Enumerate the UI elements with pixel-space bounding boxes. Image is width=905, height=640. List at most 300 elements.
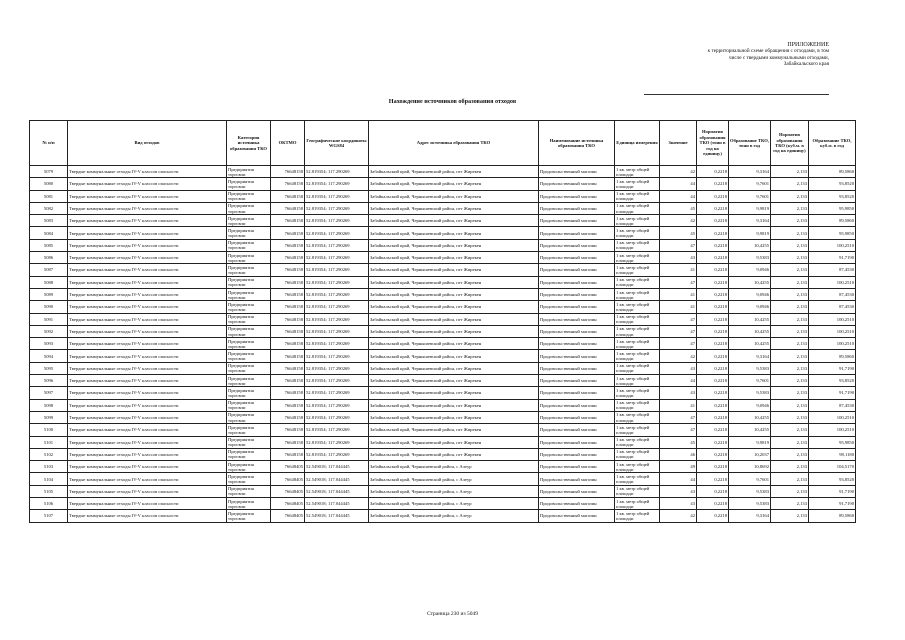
cell-norm-cubic: 2,133 [771, 448, 809, 460]
table-row [30, 498, 856, 510]
sources-table [29, 120, 856, 523]
cell-source-name: Продовольственный магазин [539, 448, 615, 460]
appendix-note [629, 42, 829, 68]
cell-formation-tons: 9,7601 [729, 473, 771, 485]
cell-oktmo: 76648158 [271, 350, 305, 362]
cell-coordinates: 52.819354; 117.290269 [305, 448, 369, 460]
cell-address: Забайкальский край, Чернышевский район, пгт Жирекен [369, 178, 539, 190]
cell-value: 47 [660, 338, 697, 350]
cell-waste-type: Твердые коммунальные отходы IV-V классов опасности [68, 424, 227, 436]
cell-norm-cubic: 2,133 [771, 510, 809, 522]
cell-address: Забайкальский край, Чернышевский район, пгт Жирекен [369, 276, 539, 288]
cell-norm-tons: 0,2218 [697, 510, 729, 522]
cell-category: Предприятия торговли [227, 276, 271, 288]
appendix-line: Забайкальского края [783, 61, 829, 68]
cell-value: 47 [660, 239, 697, 251]
cell-norm-cubic: 2,133 [771, 215, 809, 227]
cell-formation-cubic: 87,4530 [809, 264, 856, 276]
cell-source-name: Продовольственный магазин [539, 239, 615, 251]
cell-coordinates: 52.819354; 117.290269 [305, 264, 369, 276]
cell-address: Забайкальский край, Чернышевский район, пгт Жирекен [369, 387, 539, 399]
cell-oktmo: 76648405 [271, 485, 305, 497]
cell-value: 43 [660, 498, 697, 510]
cell-address: Забайкальский край, Чернышевский район, пгт Жирекен [369, 424, 539, 436]
cell-formation-cubic: 95,9850 [809, 227, 856, 239]
cell-norm-tons: 0,2218 [697, 411, 729, 423]
cell-coordinates: 52.819354; 117.290269 [305, 239, 369, 251]
table-row [30, 461, 856, 473]
col-header-category: Категория источника образования ТКО [227, 121, 271, 166]
cell-coordinates: 52.819354; 117.290269 [305, 202, 369, 214]
cell-category: Предприятия торговли [227, 399, 271, 411]
cell-address: Забайкальский край, Чернышевский район, с Алеур [369, 473, 539, 485]
cell-oktmo: 76648158 [271, 411, 305, 423]
table-row [30, 424, 856, 436]
cell-norm-tons: 0,2218 [697, 264, 729, 276]
cell-norm-cubic: 2,133 [771, 461, 809, 473]
table-row [30, 190, 856, 202]
cell-address: Забайкальский край, Чернышевский район, пгт Жирекен [369, 239, 539, 251]
cell-formation-tons: 9,5383 [729, 498, 771, 510]
cell-formation-cubic: 95,9850 [809, 202, 856, 214]
col-header-unit: Единица измерения [615, 121, 660, 166]
cell-value: 44 [660, 190, 697, 202]
cell-waste-type: Твердые коммунальные отходы IV-V классов опасности [68, 313, 227, 325]
cell-source-name: Продовольственный магазин [539, 264, 615, 276]
cell-formation-cubic: 89,5860 [809, 510, 856, 522]
cell-address: Забайкальский край, Чернышевский район, пгт Жирекен [369, 362, 539, 374]
cell-waste-type: Твердые коммунальные отходы IV-V классов опасности [68, 178, 227, 190]
cell-source-name: Продовольственный магазин [539, 362, 615, 374]
cell-category: Предприятия торговли [227, 264, 271, 276]
cell-category: Предприятия торговли [227, 227, 271, 239]
cell-formation-tons: 10,4255 [729, 338, 771, 350]
cell-category: Предприятия торговли [227, 473, 271, 485]
cell-category: Предприятия торговли [227, 485, 271, 497]
cell-address: Забайкальский край, Чернышевский район, пгт Жирекен [369, 350, 539, 362]
cell-formation-tons: 10,4255 [729, 313, 771, 325]
cell-formation-tons: 10,4255 [729, 411, 771, 423]
cell-waste-type: Твердые коммунальные отходы IV-V классов опасности [68, 510, 227, 522]
table-row [30, 362, 856, 374]
cell-formation-cubic: 100,2510 [809, 313, 856, 325]
cell-oktmo: 76648158 [271, 424, 305, 436]
cell-source-name: Продовольственный магазин [539, 411, 615, 423]
cell-norm-cubic: 2,133 [771, 325, 809, 337]
cell-address: Забайкальский край, Чернышевский район, пгт Жирекен [369, 411, 539, 423]
cell-category: Предприятия торговли [227, 325, 271, 337]
cell-oktmo: 76648158 [271, 178, 305, 190]
col-header-value: Значение [660, 121, 697, 166]
cell-formation-cubic: 91,7190 [809, 485, 856, 497]
cell-address: Забайкальский край, Чернышевский район, пгт Жирекен [369, 436, 539, 448]
col-header-waste-type: Вид отходов [68, 121, 227, 166]
table-row [30, 239, 856, 251]
cell-unit: 1 кв. метр общей площади [615, 301, 660, 313]
cell-number: 5105 [30, 485, 68, 497]
cell-norm-cubic: 2,133 [771, 338, 809, 350]
cell-waste-type: Твердые коммунальные отходы IV-V классов опасности [68, 338, 227, 350]
cell-formation-cubic: 91,7190 [809, 362, 856, 374]
cell-address: Забайкальский край, Чернышевский район, пгт Жирекен [369, 399, 539, 411]
col-header-formation-cubic: Образование ТКО, куб.м. в год [809, 121, 856, 166]
cell-category: Предприятия торговли [227, 215, 271, 227]
cell-unit: 1 кв. метр общей площади [615, 276, 660, 288]
cell-address: Забайкальский край, Чернышевский район, пгт Жирекен [369, 448, 539, 460]
cell-formation-tons: 9,3164 [729, 215, 771, 227]
cell-value: 44 [660, 473, 697, 485]
table-row [30, 301, 856, 313]
cell-value: 43 [660, 387, 697, 399]
cell-value: 47 [660, 276, 697, 288]
cell-formation-tons: 9,0946 [729, 399, 771, 411]
cell-formation-tons: 10,2037 [729, 448, 771, 460]
cell-formation-tons: 9,7601 [729, 178, 771, 190]
cell-number: 5097 [30, 387, 68, 399]
cell-formation-tons: 9,0946 [729, 264, 771, 276]
table-row [30, 264, 856, 276]
cell-address: Забайкальский край, Чернышевский район, пгт Жирекен [369, 325, 539, 337]
cell-coordinates: 52.549018; 117.044445 [305, 510, 369, 522]
cell-oktmo: 76648158 [271, 313, 305, 325]
table-row [30, 215, 856, 227]
cell-oktmo: 76648158 [271, 190, 305, 202]
cell-oktmo: 76648405 [271, 510, 305, 522]
cell-norm-cubic: 2,133 [771, 411, 809, 423]
cell-source-name: Продовольственный магазин [539, 325, 615, 337]
cell-formation-cubic: 91,7190 [809, 387, 856, 399]
cell-formation-tons: 9,5383 [729, 362, 771, 374]
cell-unit: 1 кв. метр общей площади [615, 178, 660, 190]
cell-formation-cubic: 89,5860 [809, 350, 856, 362]
cell-unit: 1 кв. метр общей площади [615, 252, 660, 264]
cell-norm-cubic: 2,133 [771, 375, 809, 387]
cell-unit: 1 кв. метр общей площади [615, 424, 660, 436]
cell-formation-cubic: 95,9850 [809, 436, 856, 448]
cell-number: 5098 [30, 399, 68, 411]
cell-norm-tons: 0,2218 [697, 461, 729, 473]
cell-formation-cubic: 91,7190 [809, 498, 856, 510]
cell-formation-tons: 10,4255 [729, 276, 771, 288]
cell-value: 41 [660, 288, 697, 300]
cell-category: Предприятия торговли [227, 350, 271, 362]
cell-unit: 1 кв. метр общей площади [615, 190, 660, 202]
cell-norm-cubic: 2,133 [771, 424, 809, 436]
cell-norm-cubic: 2,133 [771, 362, 809, 374]
cell-address: Забайкальский край, Чернышевский район, с Алеур [369, 498, 539, 510]
cell-unit: 1 кв. метр общей площади [615, 510, 660, 522]
cell-value: 43 [660, 252, 697, 264]
cell-category: Предприятия торговли [227, 288, 271, 300]
cell-norm-cubic: 2,133 [771, 276, 809, 288]
cell-formation-cubic: 89,5860 [809, 166, 856, 178]
cell-waste-type: Твердые коммунальные отходы IV-V классов опасности [68, 166, 227, 178]
cell-value: 46 [660, 448, 697, 460]
cell-waste-type: Твердые коммунальные отходы IV-V классов опасности [68, 448, 227, 460]
cell-formation-tons: 10,4255 [729, 325, 771, 337]
cell-formation-tons: 9,0946 [729, 301, 771, 313]
cell-number: 5079 [30, 166, 68, 178]
table-header-row [30, 121, 856, 166]
cell-formation-tons: 10,4255 [729, 424, 771, 436]
cell-source-name: Продовольственный магазин [539, 215, 615, 227]
cell-oktmo: 76648158 [271, 215, 305, 227]
cell-address: Забайкальский край, Чернышевский район, с Алеур [369, 510, 539, 522]
cell-coordinates: 52.549018; 117.044445 [305, 498, 369, 510]
cell-address: Забайкальский край, Чернышевский район, пгт Жирекен [369, 252, 539, 264]
cell-unit: 1 кв. метр общей площади [615, 387, 660, 399]
table-row [30, 510, 856, 522]
cell-norm-tons: 0,2218 [697, 190, 729, 202]
cell-norm-cubic: 2,133 [771, 498, 809, 510]
cell-norm-tons: 0,2218 [697, 202, 729, 214]
cell-address: Забайкальский край, Чернышевский район, пгт Жирекен [369, 301, 539, 313]
cell-formation-tons: 9,9819 [729, 227, 771, 239]
document-title: Нахождение источников образования отходов [388, 98, 517, 105]
cell-formation-tons: 9,5383 [729, 387, 771, 399]
appendix-line: ПРИЛОЖЕНИЕ [787, 42, 829, 48]
cell-source-name: Продовольственный магазин [539, 190, 615, 202]
cell-category: Предприятия торговли [227, 387, 271, 399]
cell-category: Предприятия торговли [227, 362, 271, 374]
col-header-formation-tons: Образование ТКО, тонн в год [729, 121, 771, 166]
cell-waste-type: Твердые коммунальные отходы IV-V классов опасности [68, 498, 227, 510]
cell-formation-tons: 9,3164 [729, 510, 771, 522]
cell-source-name: Продовольственный магазин [539, 461, 615, 473]
cell-formation-tons: 10,4255 [729, 239, 771, 251]
table-body [30, 166, 856, 523]
cell-value: 43 [660, 362, 697, 374]
cell-unit: 1 кв. метр общей площади [615, 215, 660, 227]
cell-coordinates: 52.549018; 117.044445 [305, 473, 369, 485]
table-row [30, 227, 856, 239]
col-header-norm-cubic: Норматив образования ТКО (куб.м. в год на единицу) [771, 121, 809, 166]
cell-norm-tons: 0,2218 [697, 485, 729, 497]
cell-address: Забайкальский край, Чернышевский район, пгт Жирекен [369, 375, 539, 387]
table-row [30, 448, 856, 460]
cell-number: 5092 [30, 325, 68, 337]
table-row [30, 276, 856, 288]
cell-formation-cubic: 87,4530 [809, 399, 856, 411]
cell-coordinates: 52.819354; 117.290269 [305, 436, 369, 448]
cell-value: 41 [660, 301, 697, 313]
cell-norm-tons: 0,2218 [697, 227, 729, 239]
table-row [30, 485, 856, 497]
cell-oktmo: 76648158 [271, 301, 305, 313]
cell-value: 41 [660, 399, 697, 411]
cell-oktmo: 76648158 [271, 239, 305, 251]
table-row [30, 288, 856, 300]
cell-source-name: Продовольственный магазин [539, 436, 615, 448]
cell-formation-cubic: 87,4530 [809, 288, 856, 300]
col-header-coordinates: Географические координаты WGS84 [305, 121, 369, 166]
col-header-oktmo: ОКТМО [271, 121, 305, 166]
cell-oktmo: 76648158 [271, 325, 305, 337]
cell-unit: 1 кв. метр общей площади [615, 436, 660, 448]
cell-source-name: Продовольственный магазин [539, 473, 615, 485]
cell-category: Предприятия торговли [227, 448, 271, 460]
cell-number: 5085 [30, 239, 68, 251]
cell-unit: 1 кв. метр общей площади [615, 264, 660, 276]
cell-norm-tons: 0,2218 [697, 166, 729, 178]
cell-coordinates: 52.819354; 117.290269 [305, 362, 369, 374]
cell-formation-tons: 9,9819 [729, 436, 771, 448]
cell-coordinates: 52.819354; 117.290269 [305, 387, 369, 399]
cell-address: Забайкальский край, Чернышевский район, пгт Жирекен [369, 313, 539, 325]
cell-value: 45 [660, 227, 697, 239]
cell-category: Предприятия торговли [227, 239, 271, 251]
cell-oktmo: 76648158 [271, 202, 305, 214]
table-row [30, 350, 856, 362]
cell-number: 5103 [30, 461, 68, 473]
cell-formation-tons: 9,5383 [729, 485, 771, 497]
cell-unit: 1 кв. метр общей площади [615, 485, 660, 497]
cell-norm-cubic: 2,133 [771, 178, 809, 190]
cell-category: Предприятия торговли [227, 202, 271, 214]
cell-coordinates: 52.819354; 117.290269 [305, 215, 369, 227]
cell-norm-cubic: 2,133 [771, 166, 809, 178]
cell-waste-type: Твердые коммунальные отходы IV-V классов опасности [68, 276, 227, 288]
appendix-line: числе с твердыми коммунальными отходами, [728, 54, 829, 61]
cell-waste-type: Твердые коммунальные отходы IV-V классов опасности [68, 485, 227, 497]
table-row [30, 338, 856, 350]
cell-norm-tons: 0,2218 [697, 178, 729, 190]
cell-formation-cubic: 93,8520 [809, 473, 856, 485]
cell-formation-cubic: 100,2510 [809, 338, 856, 350]
cell-waste-type: Твердые коммунальные отходы IV-V классов опасности [68, 375, 227, 387]
cell-oktmo: 76648158 [271, 399, 305, 411]
cell-oktmo: 76648405 [271, 461, 305, 473]
cell-unit: 1 кв. метр общей площади [615, 350, 660, 362]
cell-norm-tons: 0,2218 [697, 424, 729, 436]
cell-category: Предприятия торговли [227, 498, 271, 510]
cell-category: Предприятия торговли [227, 190, 271, 202]
cell-norm-tons: 0,2218 [697, 288, 729, 300]
cell-number: 5106 [30, 498, 68, 510]
table-row [30, 313, 856, 325]
cell-number: 5093 [30, 338, 68, 350]
cell-formation-tons: 9,9819 [729, 202, 771, 214]
cell-unit: 1 кв. метр общей площади [615, 227, 660, 239]
cell-number: 5107 [30, 510, 68, 522]
cell-waste-type: Твердые коммунальные отходы IV-V классов опасности [68, 264, 227, 276]
cell-address: Забайкальский край, Чернышевский район, пгт Жирекен [369, 264, 539, 276]
table-row [30, 178, 856, 190]
cell-unit: 1 кв. метр общей площади [615, 313, 660, 325]
cell-unit: 1 кв. метр общей площади [615, 166, 660, 178]
cell-value: 42 [660, 166, 697, 178]
col-header-number: № п/п [30, 121, 68, 166]
cell-waste-type: Твердые коммунальные отходы IV-V классов опасности [68, 288, 227, 300]
cell-waste-type: Твердые коммунальные отходы IV-V классов опасности [68, 252, 227, 264]
cell-formation-cubic: 93,8520 [809, 190, 856, 202]
cell-category: Предприятия торговли [227, 166, 271, 178]
cell-address: Забайкальский край, Чернышевский район, пгт Жирекен [369, 215, 539, 227]
cell-unit: 1 кв. метр общей площади [615, 473, 660, 485]
table-row [30, 325, 856, 337]
cell-number: 5090 [30, 301, 68, 313]
cell-coordinates: 52.819354; 117.290269 [305, 178, 369, 190]
cell-oktmo: 76648158 [271, 338, 305, 350]
cell-source-name: Продовольственный магазин [539, 276, 615, 288]
cell-source-name: Продовольственный магазин [539, 375, 615, 387]
cell-number: 5094 [30, 350, 68, 362]
cell-oktmo: 76648158 [271, 436, 305, 448]
cell-unit: 1 кв. метр общей площади [615, 461, 660, 473]
cell-category: Предприятия торговли [227, 436, 271, 448]
cell-oktmo: 76648158 [271, 375, 305, 387]
cell-number: 5102 [30, 448, 68, 460]
cell-waste-type: Твердые коммунальные отходы IV-V классов опасности [68, 362, 227, 374]
col-header-address: Адрес источника образования ТКО [369, 121, 539, 166]
cell-norm-cubic: 2,133 [771, 190, 809, 202]
cell-source-name: Продовольственный магазин [539, 227, 615, 239]
cell-coordinates: 52.819354; 117.290269 [305, 325, 369, 337]
cell-oktmo: 76648158 [271, 166, 305, 178]
cell-norm-tons: 0,2218 [697, 436, 729, 448]
cell-number: 5086 [30, 252, 68, 264]
cell-waste-type: Твердые коммунальные отходы IV-V классов опасности [68, 461, 227, 473]
cell-waste-type: Твердые коммунальные отходы IV-V классов опасности [68, 350, 227, 362]
cell-number: 5100 [30, 424, 68, 436]
cell-formation-tons: 9,0946 [729, 288, 771, 300]
cell-category: Предприятия торговли [227, 178, 271, 190]
cell-norm-tons: 0,2218 [697, 215, 729, 227]
cell-number: 5089 [30, 288, 68, 300]
cell-waste-type: Твердые коммунальные отходы IV-V классов опасности [68, 387, 227, 399]
cell-norm-cubic: 2,133 [771, 288, 809, 300]
cell-address: Забайкальский край, Чернышевский район, пгт Жирекен [369, 202, 539, 214]
cell-formation-cubic: 87,4530 [809, 301, 856, 313]
cell-oktmo: 76648158 [271, 362, 305, 374]
cell-norm-tons: 0,2218 [697, 448, 729, 460]
cell-coordinates: 52.819354; 117.290269 [305, 350, 369, 362]
cell-waste-type: Твердые коммунальные отходы IV-V классов опасности [68, 411, 227, 423]
cell-source-name: Продовольственный магазин [539, 498, 615, 510]
cell-formation-cubic: 93,8520 [809, 178, 856, 190]
cell-norm-tons: 0,2218 [697, 362, 729, 374]
table-row [30, 375, 856, 387]
cell-oktmo: 76648158 [271, 276, 305, 288]
cell-value: 47 [660, 411, 697, 423]
cell-category: Предприятия торговли [227, 461, 271, 473]
cell-waste-type: Твердые коммунальные отходы IV-V классов опасности [68, 325, 227, 337]
cell-value: 42 [660, 215, 697, 227]
cell-coordinates: 52.819354; 117.290269 [305, 424, 369, 436]
cell-oktmo: 76648405 [271, 473, 305, 485]
cell-waste-type: Твердые коммунальные отходы IV-V классов опасности [68, 190, 227, 202]
cell-source-name: Продовольственный магазин [539, 350, 615, 362]
cell-oktmo: 76648158 [271, 252, 305, 264]
cell-number: 5104 [30, 473, 68, 485]
cell-formation-cubic: 100,2510 [809, 424, 856, 436]
cell-formation-cubic: 93,8520 [809, 375, 856, 387]
cell-norm-tons: 0,2218 [697, 473, 729, 485]
cell-address: Забайкальский край, Чернышевский район, пгт Жирекен [369, 288, 539, 300]
table-row [30, 252, 856, 264]
cell-value: 45 [660, 436, 697, 448]
cell-unit: 1 кв. метр общей площади [615, 375, 660, 387]
cell-oktmo: 76648158 [271, 227, 305, 239]
cell-norm-cubic: 2,133 [771, 473, 809, 485]
cell-unit: 1 кв. метр общей площади [615, 362, 660, 374]
cell-norm-cubic: 2,133 [771, 252, 809, 264]
cell-source-name: Продовольственный магазин [539, 387, 615, 399]
cell-oktmo: 76648405 [271, 498, 305, 510]
cell-norm-tons: 0,2218 [697, 350, 729, 362]
cell-oktmo: 76648158 [271, 288, 305, 300]
cell-address: Забайкальский край, Чернышевский район, с Алеур [369, 461, 539, 473]
